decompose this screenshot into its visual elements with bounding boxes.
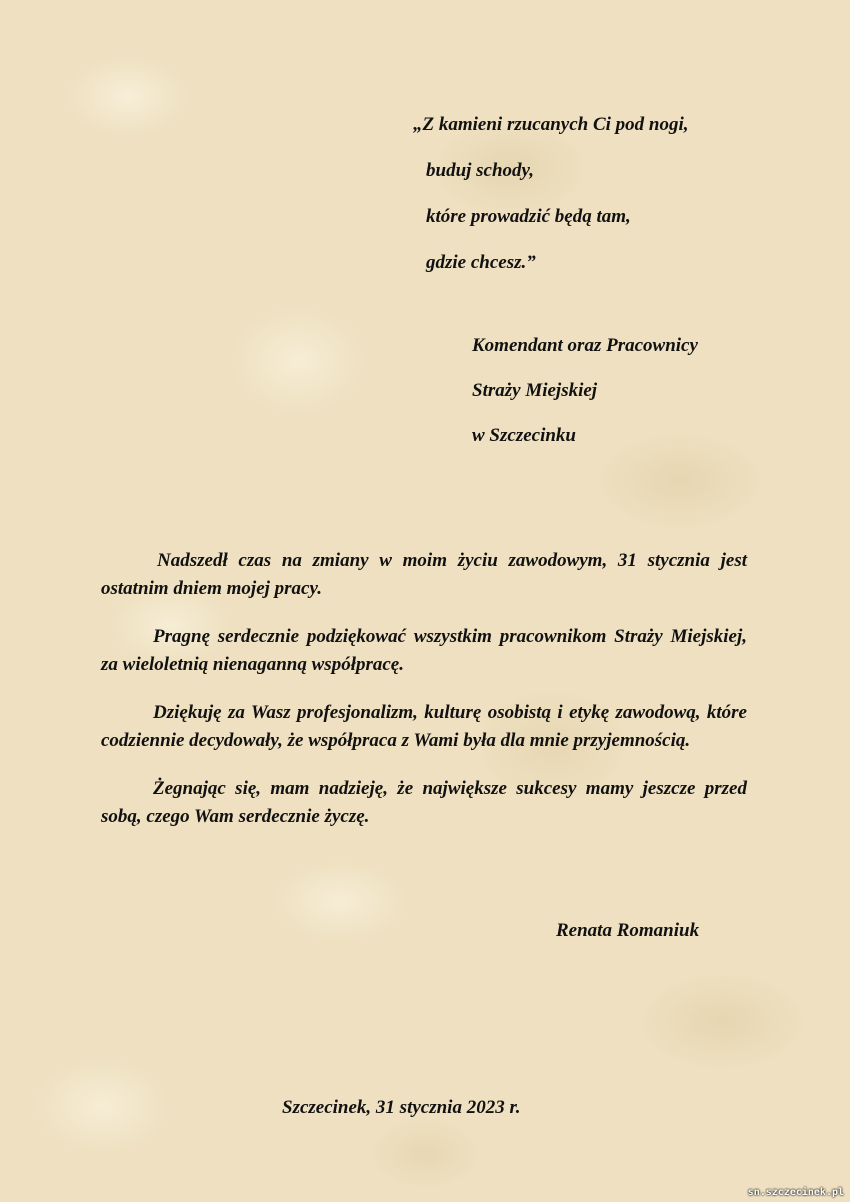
addressee-line: w Szczecinku [472,425,576,446]
place-and-date: Szczecinek, 31 stycznia 2023 r. [282,1097,521,1118]
body-paragraph: Dziękuję za Wasz profesjonalizm, kulturę osobistą i etykę zawodową, które codziennie decydowały, że współpraca z Wami była dla mnie przyjemnością. [101,702,747,751]
addressee-line: Komendant oraz Pracownicy [472,335,698,356]
quote-line: „Z kamieni rzucanych Ci pod nogi, [413,114,689,135]
addressee-line: Straży Miejskiej [472,380,598,401]
signature-name: Renata Romaniuk [556,920,700,941]
quote-block [413,102,689,286]
letter-body [101,547,747,851]
quote-line: które prowadzić będą tam, [426,206,631,227]
body-paragraph: Pragnę serdecznie podziękować wszystkim pracownikom Straży Miejskiej, za wieloletnią nienaganną współpracę. [101,626,747,675]
quote-line: buduj schody, [426,160,535,181]
body-paragraph: Nadszedł czas na zmiany w moim życiu zawodowym, 31 stycznia jest ostatnim dniem mojej pracy. [101,550,747,599]
quote-line: gdzie chcesz.” [426,252,536,273]
addressee-block [472,323,698,458]
site-watermark: sn.szczecinek.pl [747,1187,844,1198]
body-paragraph: Żegnając się, mam nadzieję, że największe sukcesy mamy jeszcze przed sobą, czego Wam serdecznie życzę. [101,778,747,827]
